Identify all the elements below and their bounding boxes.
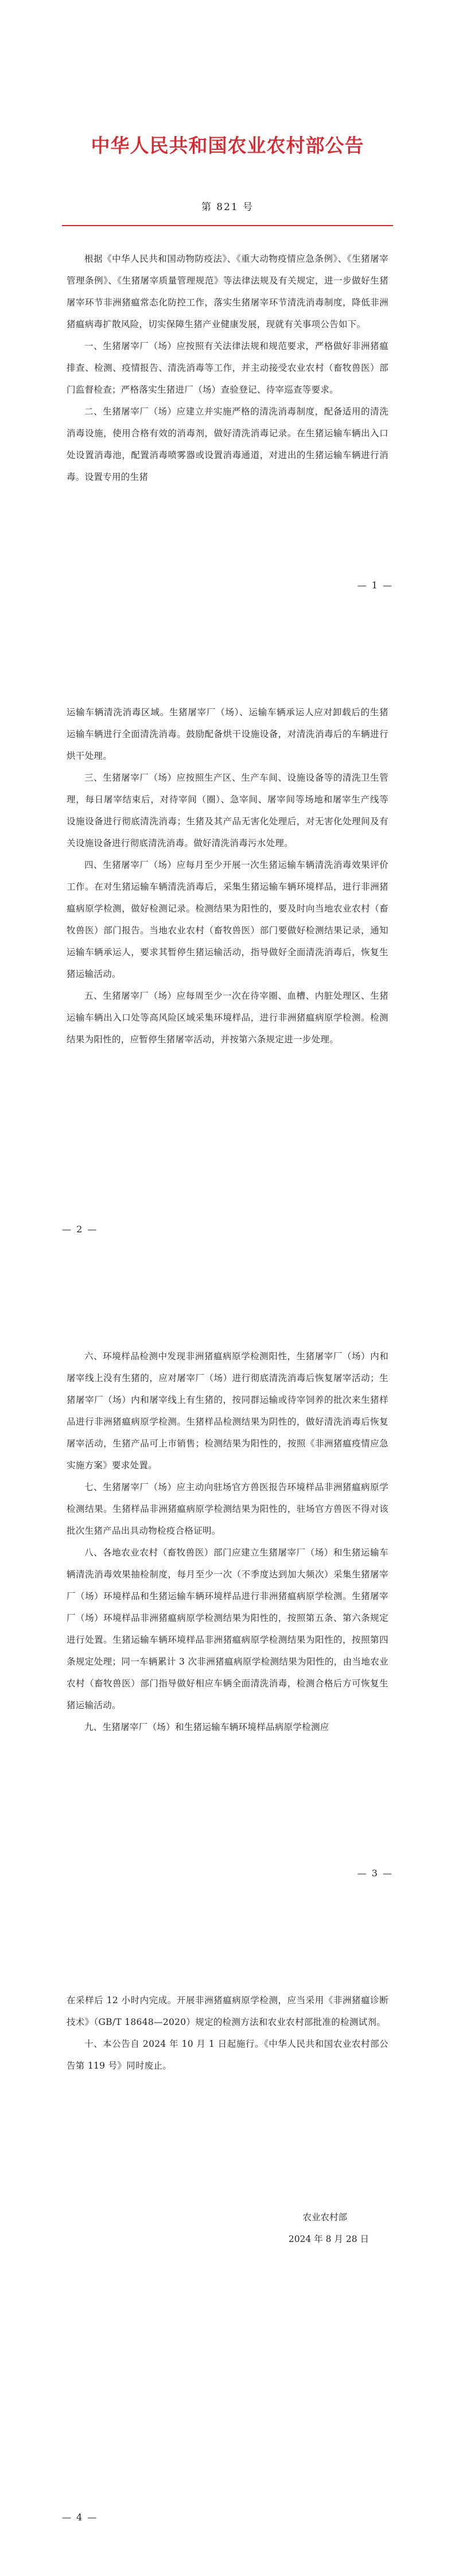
page-2 — [0, 644, 455, 1288]
paragraph: 十、本公告自 2024 年 10 月 1 日起施行。《中华人民共和国农业农村部公告第 119 号》同时废止。 — [67, 2039, 388, 2071]
paragraph: 在采样后 12 小时内完成。开展非洲猪瘟病原学检测，应当采用《非洲猪瘟诊断技术》（GB/T 18648—2020）规定的检测方法和农业农村部批准的检测试剂。 — [67, 1995, 388, 2027]
page-1-body — [67, 248, 388, 488]
paragraph: 运输车辆清洗消毒区域。生猪屠宰厂（场）、运输车辆承运人应对卸载后的生猪运输车辆进行全面清洗消毒。鼓励配备烘干设施设备，对清洗消毒后的车辆进行烘干处理。 — [67, 707, 388, 761]
page-2-body — [67, 701, 388, 1050]
page-3 — [0, 1288, 455, 1932]
paragraph: 七、生猪屠宰厂（场）应主动向驻场官方兽医报告环境样品非洲猪瘟病原学检测结果。生猪样品非洲猪瘟病原学检测结果为阳性的，驻场官方兽医不得对该批次生猪产品出具动物检疫合格证明。 — [67, 1482, 388, 1536]
paragraph: 六、环境样品检测中发现非洲猪瘟病原学检测阳性，生猪屠宰厂（场）内和屠宰线上没有生猪的，应对屠宰厂（场）进行彻底清洗消毒后恢复屠宰活动；生猪屠宰厂（场）内和屠宰线上有生猪的，按同群运输或待宰饲养的批次来生猪样品进行非洲猪瘟病原学检测。生猪样品检测结果为阴性的，做好清洗消毒后恢复屠宰活动，生猪产品可上市销售；检测结果为阳性的，按照《非洲猪瘟疫情应急实施方案》要求处置。 — [67, 1351, 388, 1471]
page-4-body — [67, 1989, 388, 2077]
paragraph: 一、生猪屠宰厂（场）应按照有关法律法规和规范要求，严格做好非洲猪瘟排查、检测、疫情报告、清洗消毒等工作，并主动接受农业农村（畜牧兽医）部门监督检查；严格落实生猪进厂（场）查验登记、待宰巡查等要求。 — [67, 341, 388, 395]
paragraph: 根据《中华人民共和国动物防疫法》、《重大动物疫情应急条例》、《生猪屠宰管理条例》、《生猪屠宰质量管理规范》等法律法规及有关规定，进一步做好生猪屠宰环节非洲猪瘟常态化防控工作，落实生猪屠宰环节清洗消毒制度，降低非洲猪瘟病毒扩散风险，切实保障生猪产业健康发展，现就有关事项公告如下。 — [67, 254, 388, 329]
page-number: — 2 — — [62, 1224, 98, 1235]
page-3-body — [67, 1345, 388, 1738]
page-4 — [0, 1932, 455, 2576]
page-number: — 4 — — [62, 2512, 98, 2523]
red-divider — [62, 225, 393, 226]
page-1 — [0, 0, 455, 644]
page-number: — 1 — — [357, 580, 393, 591]
paragraph: 五、生猪屠宰厂（场）应每周至少一次在待宰圈、血槽、内脏处理区、生猪运输车辆出入口处等高风险区域采集环境样品，进行非洲猪瘟病原学检测。检测结果为阳性的，应暂停生猪屠宰活动，并按第六条规定进一步处理。 — [67, 991, 388, 1045]
paragraph: 三、生猪屠宰厂（场）应按照生产区、生产车间、设施设备等的清洗卫生管理，每日屠宰结束后，对待宰间（圈）、急宰间、屠宰间等场地和屠宰生产线等设施设备进行彻底清洗消毒；生猪及其产品无害化处理后，对无害化处理间及有关设施设备进行彻底清洗消毒。做好清洗消毒污水处理。 — [67, 773, 388, 848]
page-number: — 3 — — [357, 1868, 393, 1879]
signature-organization: 农业农村部 — [302, 2212, 347, 2222]
signature-date: 2024 年 8 月 28 日 — [288, 2234, 369, 2244]
paragraph: 二、生猪屠宰厂（场）应建立并实施严格的清洗消毒制度，配备适用的清洗消毒设施，使用合格有效的消毒剂，做好清洗消毒记录。在生猪运输车辆出入口处设置消毒池，配置消毒喷雾器或设置消毒通道，对进出的生猪运输车辆进行消毒。设置专用的生猪 — [67, 406, 388, 482]
paragraph: 八、各地农业农村（畜牧兽医）部门应建立生猪屠宰厂（场）和生猪运输车辆清洗消毒效果抽检制度，每月至少一次（不季度达到加大频次）采集生猪屠宰厂（场）环境样品和生猪运输车辆环境样品进行非洲猪瘟病原学检测。生猪屠宰厂（场）环境样品非洲猪瘟病原学检测结果为阳性的，按照第五条、第六条规定进行处置。生猪运输车辆环境样品非洲猪瘟病原学检测结果为阳性的，按照第四条规定处理；同一车辆累计 3 次非洲猪瘟病原学检测结果为阳性的，由当地农业农村（畜牧兽医）部门指导做好相应车辆全面清洗消毒，检测合格后方可恢复生猪运输活动。 — [67, 1547, 388, 1710]
paragraph: 九、生猪屠宰厂（场）和生猪运输车辆环境样品病原学检测应 — [84, 1722, 329, 1732]
paragraph: 四、生猪屠宰厂（场）应每月至少开展一次生猪运输车辆清洗消毒效果评价工作。在对生猪运输车辆清洗消毒后，采集生猪运输车辆环境样品，进行非洲猪瘟病原学检测，做好检测记录。检测结果为阳性的，要及时向当地农业农村（畜牧兽医）部门报告。当地农业农村（畜牧兽医）部门要做好检测结果记录，通知运输车辆承运人，要求其暂停生猪运输活动，指导做好全面清洗消毒后，恢复生猪运输活动。 — [67, 860, 388, 979]
announcement-title: 中华人民共和国农业农村部公告 — [91, 134, 364, 157]
document-number: 第 821 号 — [201, 201, 254, 213]
